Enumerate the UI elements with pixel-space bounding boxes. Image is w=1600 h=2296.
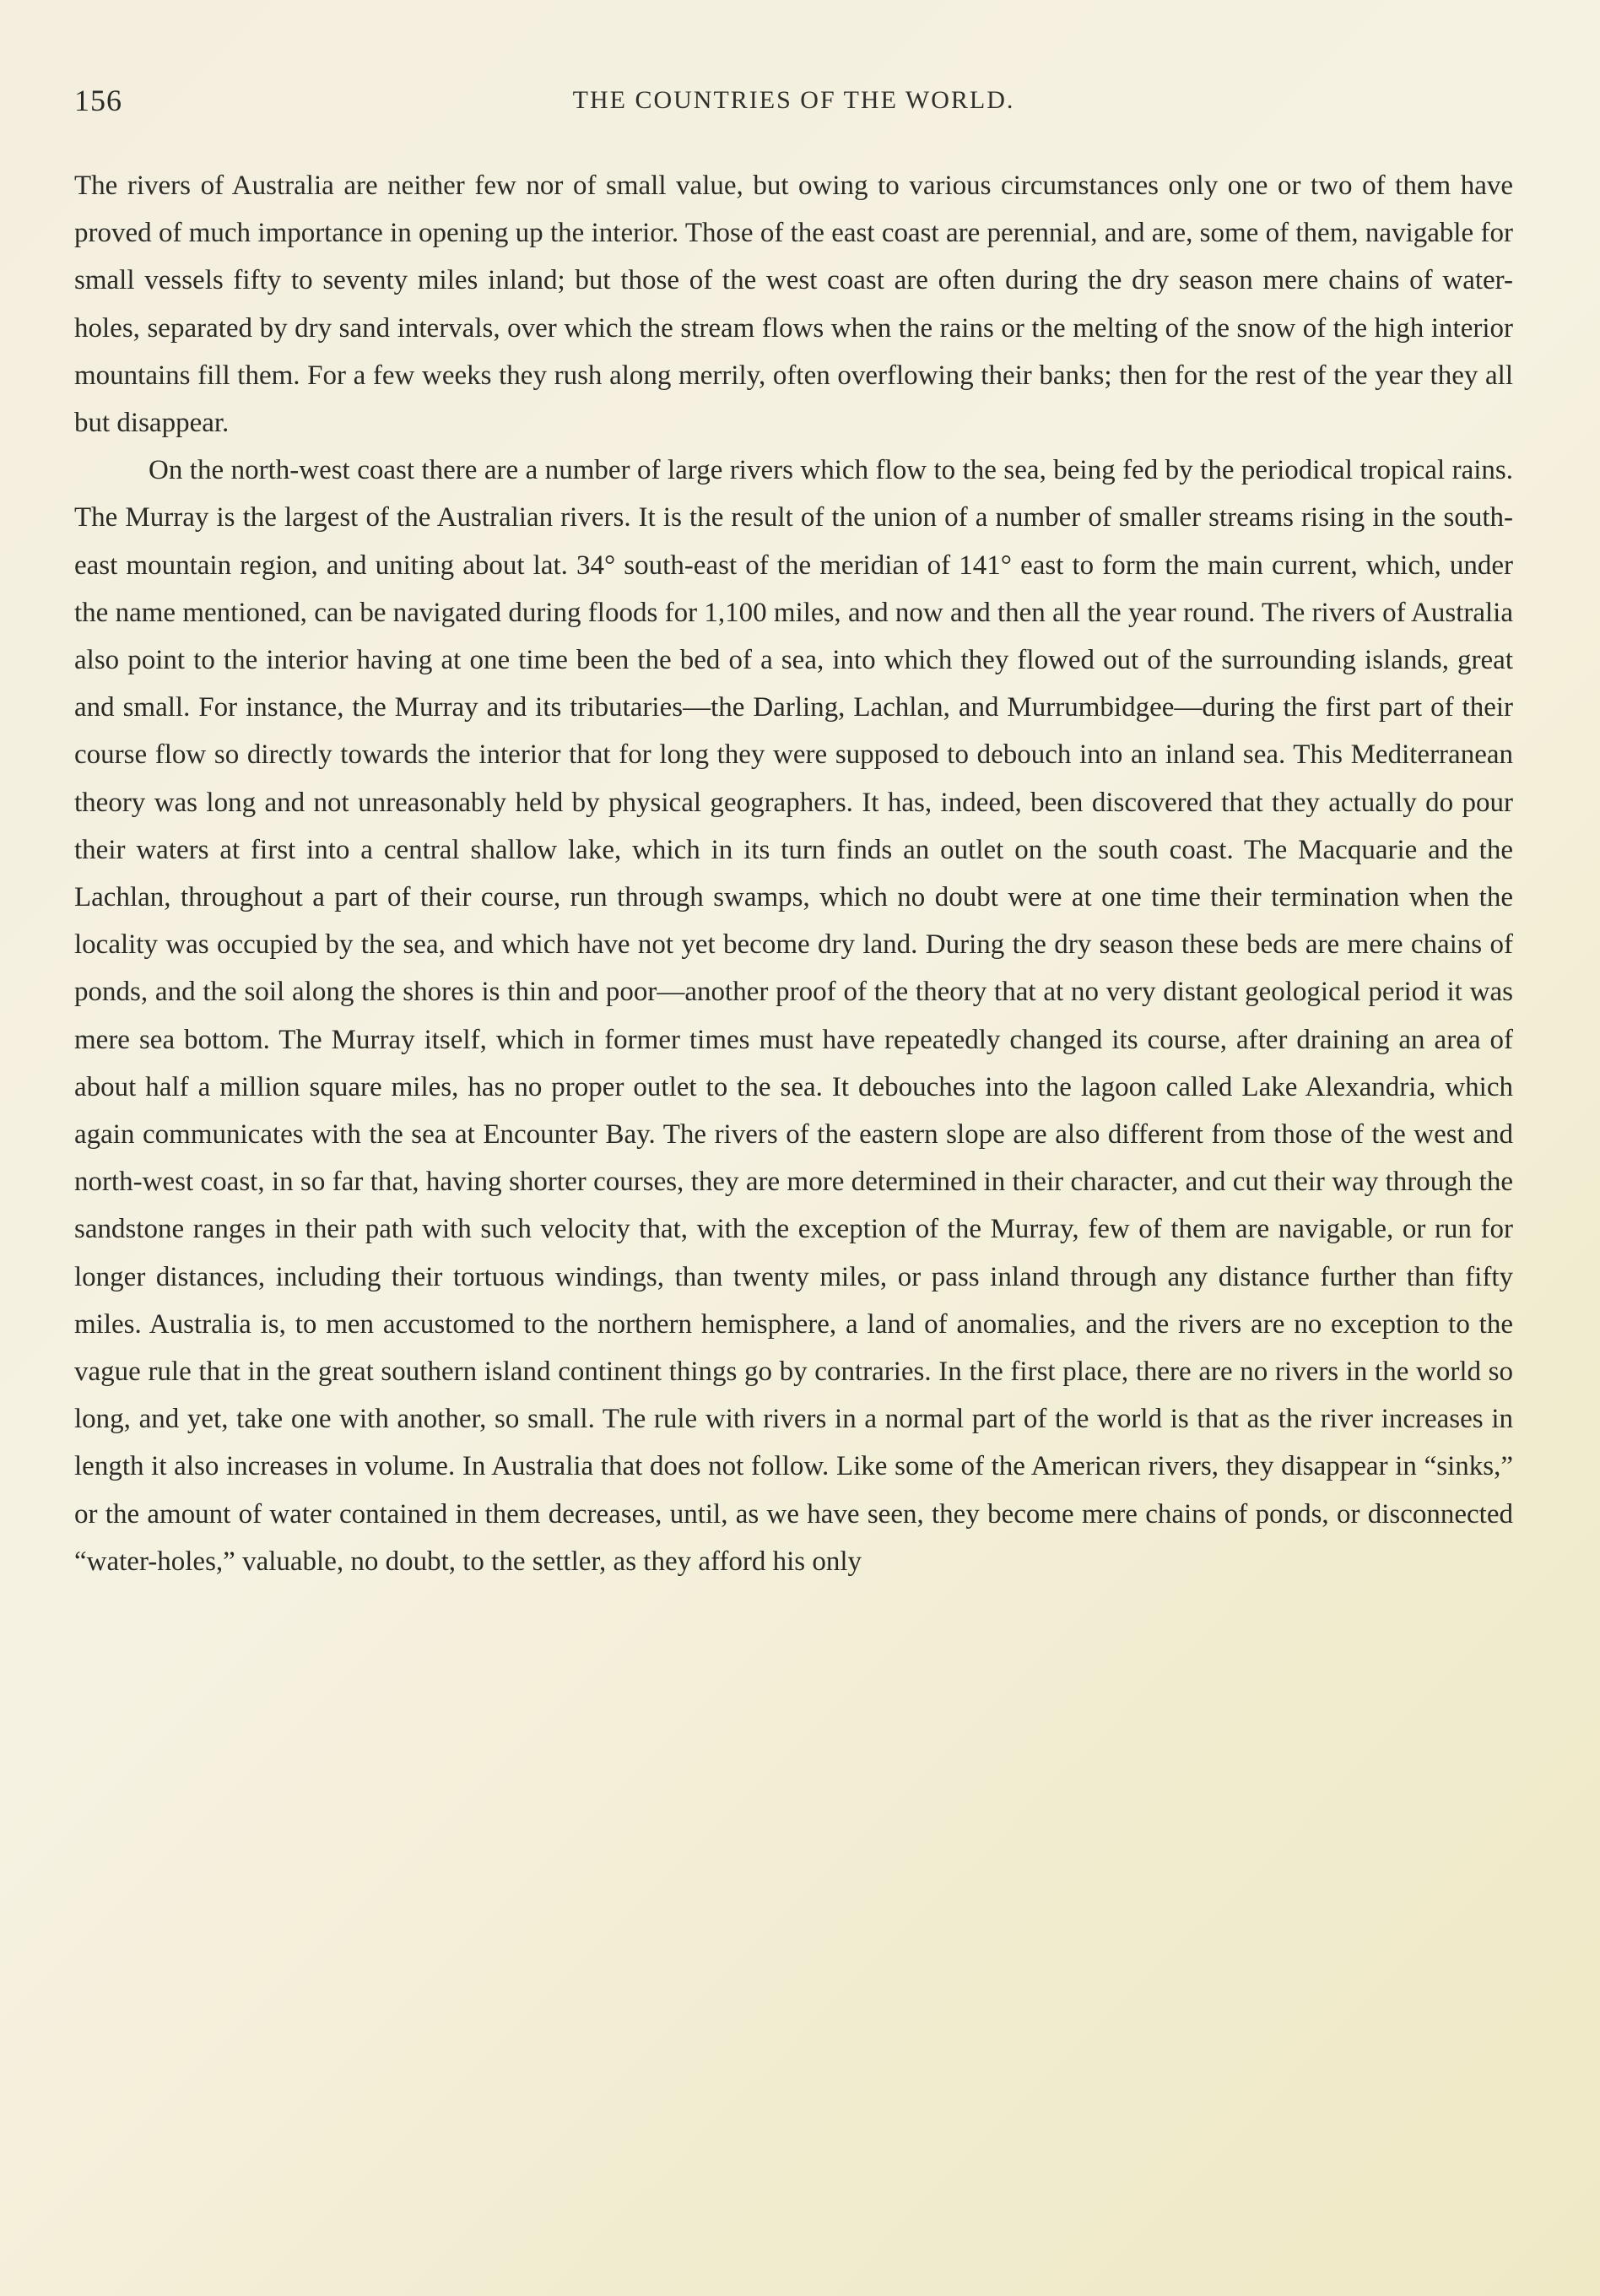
paragraph: The rivers of Australia are neither few nor of small value, but owing to various circumstances only one or two of them have proved of much importance in opening up the interior. Those of the east coast are perennial, and are, some of them, navigable for small vessels fifty to seventy miles inland; but those of the west coast are often during the dry season mere chains of water-holes, separated by dry sand intervals, over which the stream flows when the rains or the melting of the snow of the high interior mountains fill them. For a few weeks they rush along merrily, often overflowing their banks; then for the rest of the year they all but disappear. xyxy=(74,171,1513,439)
running-title: THE COUNTRIES OF THE WORLD. xyxy=(572,86,1015,114)
page-number: 156 xyxy=(74,84,122,117)
body-text xyxy=(74,162,1513,1585)
page-header xyxy=(74,83,1513,125)
paragraph: On the north-west coast there are a number of large rivers which flow to the sea, being fed by the periodical tropical rains. The Murray is the largest of the Australian rivers. It is the result of the union of a number of smaller streams rising in the south-east mountain region, and uniting about lat. 34° south-east of the meridian of 141° east to form the main current, which, under the name mentioned, can be navigated during floods for 1,100 miles, and now and then all the year round. The rivers of Australia also point to the interior having at one time been the bed of a sea, into which they flowed out of the surrounding islands, great and small. For instance, the Murray and its tributaries—the Darling, Lachlan, and Murrumbidgee—during the first part of their course flow so directly towards the interior that for long they were supposed to debouch into an inland sea. This Mediterranean theory was long and not unreasonably held by physical geographers. It has, indeed, been discovered that they actually do pour their waters at first into a central shallow lake, which in its turn finds an outlet on the south coast. The Macquarie and the Lachlan, throughout a part of their course, run through swamps, which no doubt were at one time their termination when the locality was occupied by the sea, and which have not yet become dry land. During the dry season these beds are mere chains of ponds, and the soil along the shores is thin and poor—another proof of the theory that at no very distant geological period it was mere sea bottom. The Murray itself, which in former times must have repeatedly changed its course, after draining an area of about half a million square miles, has no proper outlet to the sea. It debouches into the lagoon called Lake Alexandria, which again communicates with the sea at Encounter Bay. The rivers of the eastern slope are also different from those of the west and north-west coast, in so far that, having shorter courses, they are more determined in their character, and cut their way through the sandstone ranges in their path with such velocity that, with the exception of the Murray, few of them are navigable, or run for longer distances, including their tortuous windings, than twenty miles, or pass inland through any distance further than fifty miles. Australia is, to men accustomed to the northern hemisphere, a land of anomalies, and the rivers are no exception to the vague rule that in the great southern island continent things go by contraries. In the first place, there are no rivers in the world so long, and yet, take one with another, so small. The rule with rivers in a normal part of the world is that as the river increases in length it also increases in volume. In Australia that does not follow. Like some of the American rivers, they disappear in “sinks,” or the amount of water contained in them decreases, until, as we have seen, they become mere chains of ponds, or disconnected “water-holes,” valuable, no doubt, to the settler, as they afford his only xyxy=(74,455,1513,1577)
